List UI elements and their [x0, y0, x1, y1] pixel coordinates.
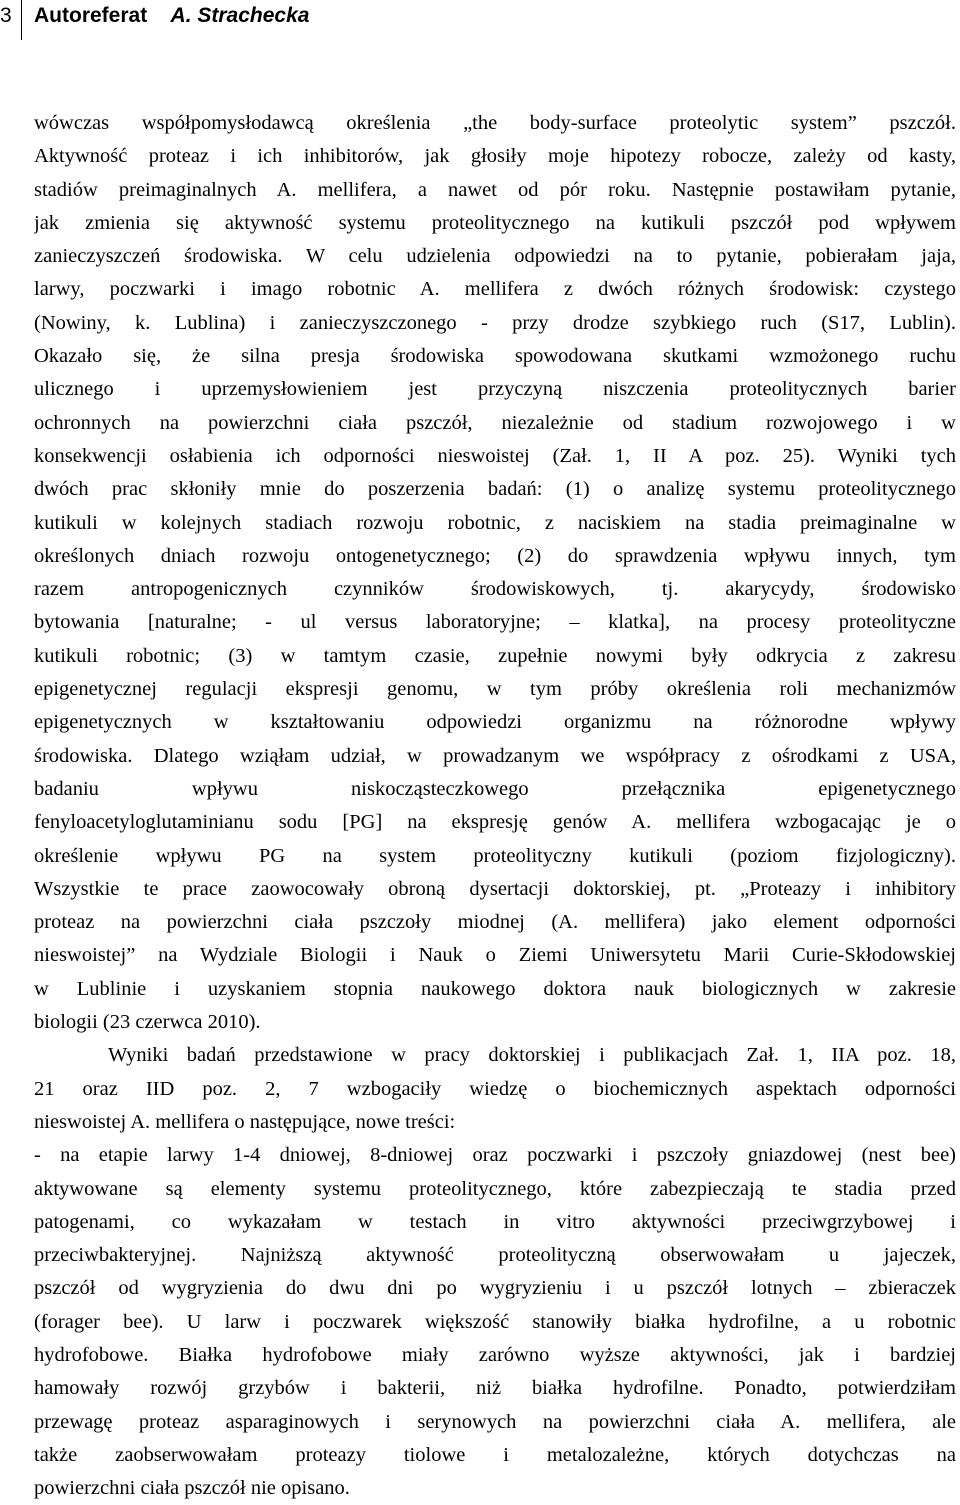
text-line: nieswoistej” na Wydziale Biologii i Nauk o Ziemi Uniwersytetu Marii Curie-Skłodowskiej	[34, 944, 956, 967]
text-line: razem antropogenicznych czynników środowiskowych, tj. akarycydy, środowisko	[34, 578, 956, 601]
text-line: Wyniki badań przedstawione w pracy doktorskiej i publikacjach Zał. 1, IIA poz. 18,	[108, 1044, 956, 1067]
text-line: przeciwbakteryjnej. Najniższą aktywność proteolityczną obserwowałam u jajeczek,	[34, 1244, 956, 1267]
text-line: aktywowane są elementy systemu proteolitycznego, które zabezpieczają te stadia przed	[34, 1177, 956, 1200]
page-header	[0, 0, 960, 40]
text-line: dwóch prac skłoniły mnie do poszerzenia badań: (1) o analizę systemu proteolitycznego	[34, 478, 956, 501]
text-line: Wszystkie te prace zaowocowały obroną dysertacji doktorskiej, pt. „Proteazy i inhibitory	[34, 877, 956, 900]
text-line: biologii (23 czerwca 2010).	[34, 1011, 261, 1034]
text-line: określonych dniach rozwoju ontogenetycznego; (2) do sprawdzenia wpływu innych, tym	[34, 544, 956, 567]
page-number: 3	[0, 4, 12, 27]
text-line: także zaobserwowałam proteazy tiolowe i metalozależne, których dotychczas na	[34, 1443, 956, 1466]
text-line: powierzchni ciała pszczół nie opisano.	[34, 1477, 350, 1500]
text-line: nieswoistej A. mellifera o następujące, nowe treści:	[34, 1110, 456, 1133]
text-line: środowiska. Dlatego wziąłam udział, w prowadzanym we współpracy z ośrodkami z USA,	[34, 744, 956, 767]
text-line: hydrofobowe. Białka hydrofobowe miały zarówno wyższe aktywności, jak i bardziej	[34, 1343, 956, 1366]
text-line: (Nowiny, k. Lublina) i zanieczyszczonego - przy drodze szybkiego ruch (S17, Lublin).	[34, 311, 956, 334]
text-line: badaniu wpływu niskocząsteczkowego przełącznika epigenetycznego	[34, 777, 956, 800]
text-line: 21 oraz IID poz. 2, 7 wzbogaciły wiedzę o biochemicznych aspektach odporności	[34, 1077, 956, 1100]
running-title	[34, 3, 309, 29]
text-line: fenyloacetyloglutaminianu sodu [PG] na ekspresję genów A. mellifera wzbogacając je o	[34, 811, 956, 834]
text-line: pszczół od wygryzienia do dwu dni po wygryzieniu i u pszczół lotnych – zbieraczek	[34, 1277, 956, 1300]
text-line: ulicznego i uprzemysłowieniem jest przyczyną niszczenia proteolitycznych barier	[34, 378, 956, 401]
text-line: bytowania [naturalne; - ul versus laboratoryjne; – klatka], na procesy proteolityczne	[34, 611, 956, 634]
running-title-separator	[153, 4, 165, 27]
text-line: larwy, poczwarki i imago robotnic A. mellifera z dwóch różnych środowisk: czystego	[34, 278, 956, 301]
text-line: wówczas współpomysłodawcą określenia „the body-surface proteolytic system” pszczół.	[34, 112, 956, 134]
text-line: stadiów preimaginalnych A. mellifera, a nawet od pór roku. Następnie postawiłam pytanie,	[34, 178, 956, 201]
text-line: patogenami, co wykazałam w testach in vitro aktywności przeciwgrzybowej i	[34, 1210, 956, 1233]
text-line: kutikuli w kolejnych stadiach rozwoju robotnic, z naciskiem na stadia preimaginalne w	[34, 511, 956, 534]
header-divider	[21, 0, 22, 40]
text-line: Aktywność proteaz i ich inhibitorów, jak głosiły moje hipotezy robocze, zależy od kasty,	[34, 145, 956, 168]
running-title-prefix: Autoreferat	[34, 4, 148, 27]
text-line: przewagę proteaz asparaginowych i serynowych na powierzchni ciała A. mellifera, ale	[34, 1410, 956, 1433]
text-line: epigenetycznej regulacji ekspresji genomu, w tym próby określenia roli mechanizmów	[34, 678, 956, 701]
text-line: Okazało się, że silna presja środowiska spowodowana skutkami wzmożonego ruchu	[34, 345, 956, 368]
text-line: hamowały rozwój grzybów i bakterii, niż białka hydrofilne. Ponadto, potwierdziłam	[34, 1377, 956, 1400]
text-line: zanieczyszczeń środowiska. W celu udzielenia odpowiedzi na to pytanie, pobierałam jaja,	[34, 245, 956, 268]
body-text	[34, 107, 956, 1505]
text-line: jak zmienia się aktywność systemu proteolitycznego na kutikuli pszczół pod wpływem	[34, 211, 956, 234]
running-title-author: A. Strachecka	[170, 4, 310, 27]
text-line: (forager bee). U larw i poczwarek większość stanowiły białka hydrofilne, a u robotnic	[34, 1310, 956, 1333]
text-line: w Lublinie i uzyskaniem stopnia naukowego doktora nauk biologicznych w zakresie	[34, 977, 956, 1000]
text-line: konsekwencji osłabienia ich odporności nieswoistej (Zał. 1, II A poz. 25). Wyniki tych	[34, 444, 956, 467]
text-line: ochronnych na powierzchni ciała pszczół, niezależnie od stadium rozwojowego i w	[34, 411, 956, 434]
text-line: proteaz na powierzchni ciała pszczoły miodnej (A. mellifera) jako element odporności	[34, 911, 956, 934]
text-line: określenie wpływu PG na system proteolityczny kutikuli (poziom fizjologiczny).	[34, 844, 956, 867]
text-line: kutikuli robotnic; (3) w tamtym czasie, zupełnie nowymi były odkrycia z zakresu	[34, 644, 956, 667]
text-line: epigenetycznych w kształtowaniu odpowiedzi organizmu na różnorodne wpływy	[34, 711, 956, 734]
text-line: - na etapie larwy 1-4 dniowej, 8-dniowej oraz poczwarki i pszczoły gniazdowej (nest bee)	[34, 1144, 956, 1167]
